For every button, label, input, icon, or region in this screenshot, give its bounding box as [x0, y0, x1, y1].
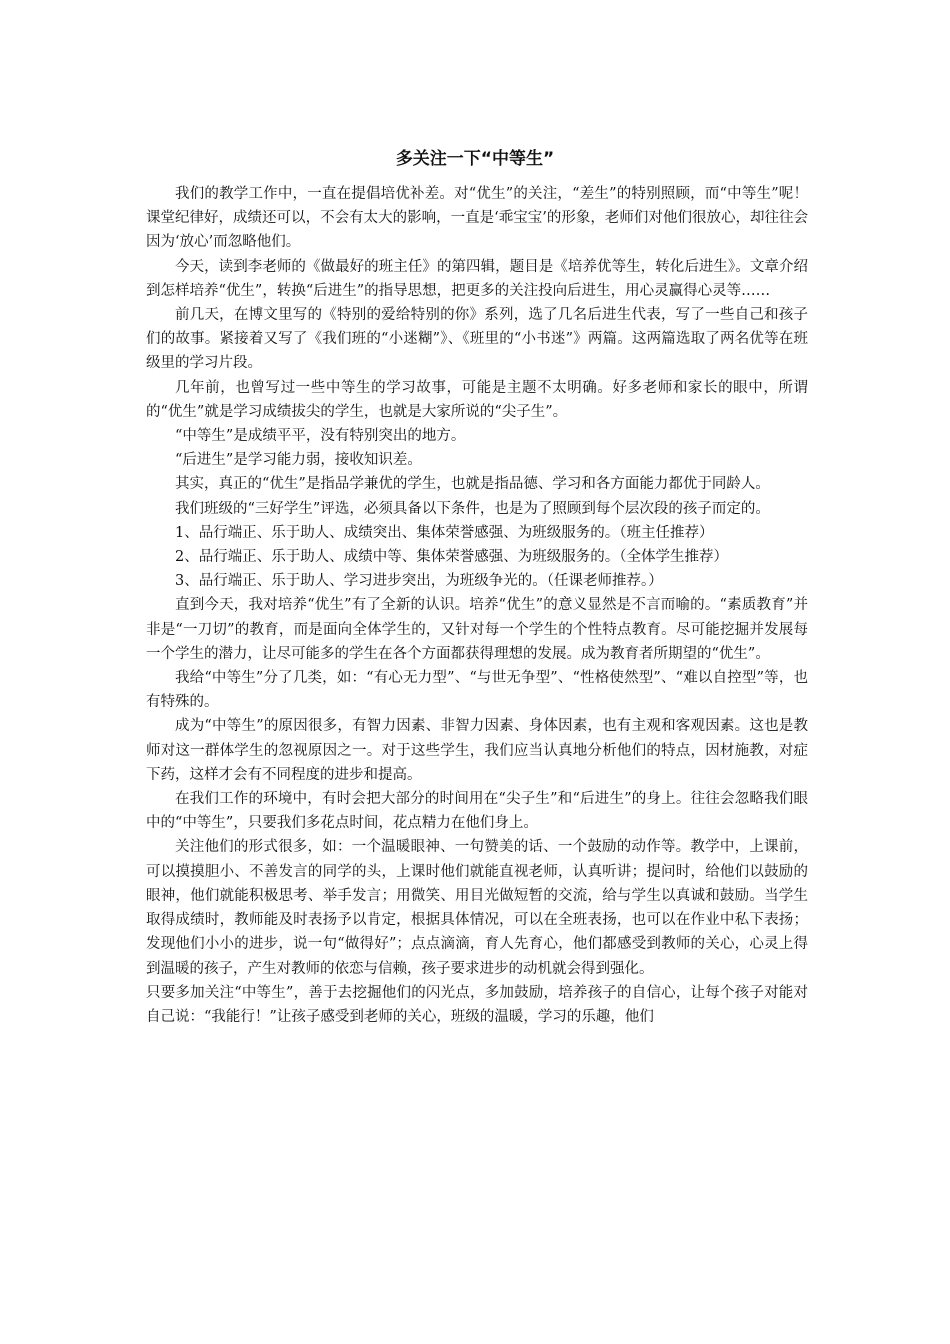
paragraph: 直到今天，我对培养“优生”有了全新的认识。培养“优生”的意义显然是不言而喻的。“素质教育”并非是“一刀切”的教育，而是面向全体学生的，又针对每一个学生的个性特点教育。尽可能挖掘并发展每一个学生的潜力，让尽可能多的学生在各个方面都获得理想的发展。成为教育者所期望的“优生”。	[146, 597, 808, 662]
paragraph: 我们的教学工作中，一直在提倡培优补差。对“优生”的关注，“差生”的特别照顾，而“中等生”呢！课堂纪律好，成绩还可以，不会有太大的影响，一直是‘乖宝宝’的形象，老师们对他们很放心，却往往会因为‘放心’而忽略他们。	[146, 186, 808, 251]
paragraph: 其实，真正的“优生”是指品学兼优的学生，也就是指品德、学习和各方面能力都优于同龄人。	[175, 476, 770, 493]
paragraph: “中等生”是成绩平平，没有特别突出的地方。	[175, 428, 466, 445]
paragraph: 在我们工作的环境中，有时会把大部分的时间用在“尖子生”和“后进生”的身上。往往会忽略我们眼中的“中等生”，只要我们多花点时间，花点精力在他们身上。	[146, 791, 808, 832]
paragraph: 我给“中等生”分了几类，如：“有心无力型”、“与世无争型”、“性格使然型”、“难以自控型”等，也有特殊的。	[146, 670, 808, 711]
document-title: 多关注一下“中等生”	[395, 149, 555, 169]
paragraph: 关注他们的形式很多，如：一个温暖眼神、一句赞美的话、一个鼓励的动作等。教学中，上课前，可以摸摸胆小、不善发言的同学的头，上课时他们就能直视老师，认真听讲；提问时，给他们以鼓励的眼神，他们就能积极思考、举手发言；用微笑、用目光做短暂的交流，给与学生以真诚和鼓励。当学生取得成绩时，教师能及时表扬予以肯定，根据具体情况，可以在全班表扬，也可以在作业中私下表扬；发现他们小小的进步，说一句“做得好”；点点滴滴，育人先育心，他们都感受到教师的关心，心灵上得到温暖的孩子，产生对教师的依恋与信赖，孩子要求进步的动机就会得到强化。	[146, 839, 808, 977]
paragraph: 只要多加关注“中等生”，善于去挖掘他们的闪光点，多加鼓励，培养孩子的自信心，让每个孩子对能对自己说：“我能行！”让孩子感受到老师的关心，班级的温暖，学习的乐趣，他们	[146, 984, 808, 1025]
paragraph: 前几天，在博文里写的《特别的爱给特别的你》系列，选了几名后进生代表，写了一些自己和孩子们的故事。紧接着又写了《我们班的“小迷糊”》、《班里的“小书迷”》两篇。这两篇选取了两名优等在班级里的学习片段。	[146, 307, 808, 372]
list-item: 1、品行端正、乐于助人、成绩突出、集体荣誉感强、为班级服务的。（班主任推荐）	[175, 524, 714, 541]
paragraph: 成为“中等生”的原因很多，有智力因素、非智力因素、身体因素，也有主观和客观因素。这也是教师对这一群体学生的忽视原因之一。对于这些学生，我们应当认真地分析他们的特点，因材施教，对症下药，这样才会有不同程度的进步和提高。	[146, 718, 808, 783]
paragraph: 几年前，也曾写过一些中等生的学习故事，可能是主题不太明确。好多老师和家长的眼中，所谓的“优生”就是学习成绩拔尖的学生，也就是大家所说的“尖子生”。	[146, 379, 808, 420]
document-body	[146, 182, 808, 1029]
list-item: 2、品行端正、乐于助人、成绩中等、集体荣誉感强、为班级服务的。（全体学生推荐）	[175, 549, 728, 566]
paragraph: “后进生”是学习能力弱，接收知识差。	[175, 452, 422, 469]
paragraph: 今天，读到李老师的《做最好的班主任》的第四辑，题目是《培养优等生，转化后进生》。文章介绍到怎样培养“优生”，转换“后进生”的指导思想，把更多的关注投向后进生，用心灵赢得心灵等……	[146, 258, 808, 299]
list-item: 3、品行端正、乐于助人、学习进步突出，为班级争光的。（任课老师推荐。）	[175, 573, 663, 590]
paragraph: 我们班级的“三好学生”评选，必须具备以下条件，也是为了照顾到每个层次段的孩子而定的。	[175, 500, 770, 517]
